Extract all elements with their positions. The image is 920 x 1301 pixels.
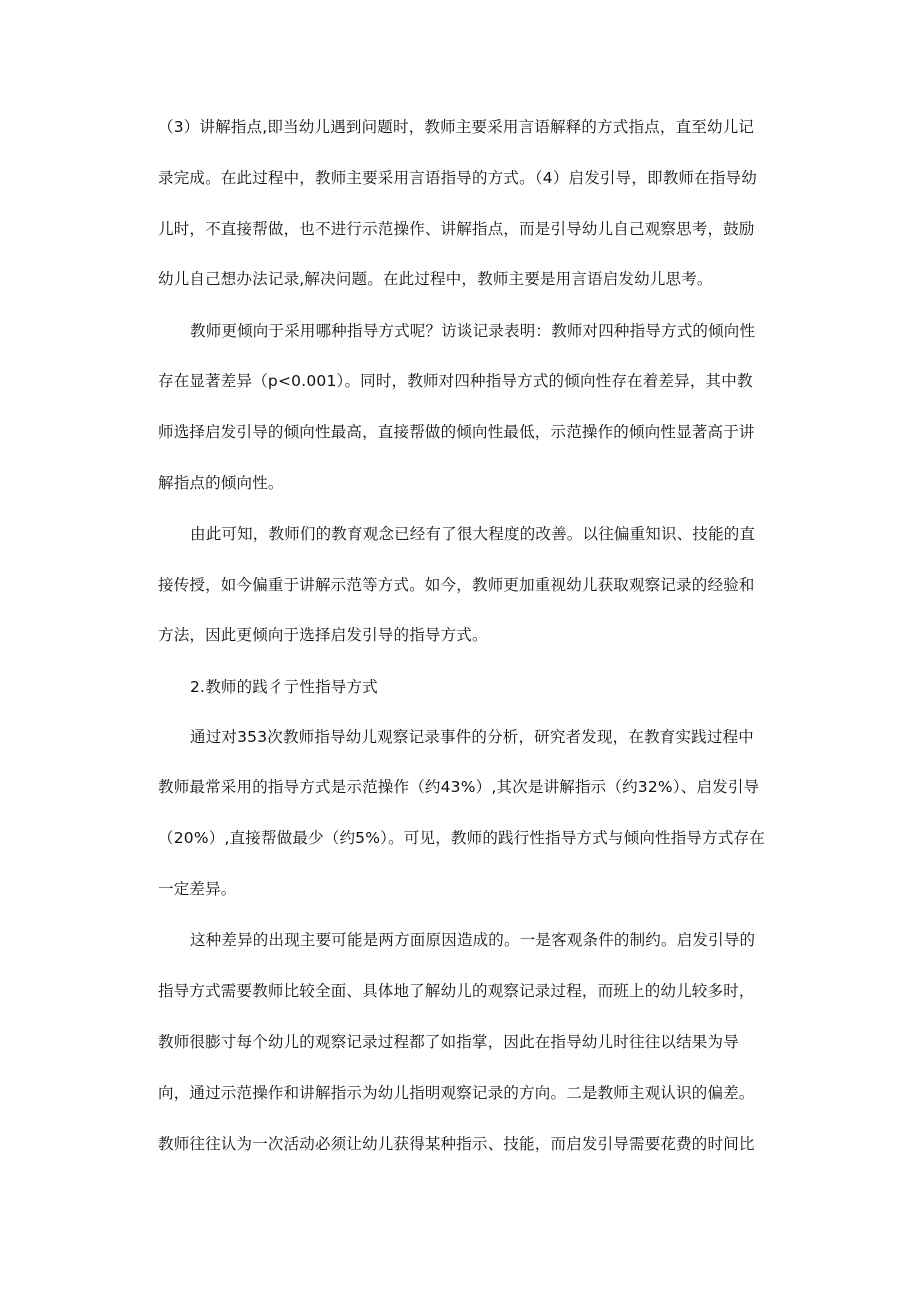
text-line: 教师很膨寸每个幼儿的观察记录过程都了如指掌，因此在指导幼儿时往往以结果为导 <box>158 1033 739 1051</box>
text-line: 教师最常采用的指导方式是示范操作（约43%）,其次是讲解指示（约32%）、启发引导 <box>158 778 760 796</box>
text-line: （20%）,直接帮做最少（约5%）。可见，教师的践行性指导方式与倾向性指导方式存在 <box>158 829 765 847</box>
text-line: 教师往往认为一次活动必须让幼儿获得某种指示、技能，而启发引导需要花费的时间比 <box>158 1135 755 1153</box>
text-line: 存在显著差异（p<0.001）。同时，教师对四种指导方式的倾向性存在着差异，其中教 <box>158 372 753 390</box>
text-line: 向，通过示范操作和讲解指示为幼儿指明观察记录的方向。二是教师主观认识的偏差。 <box>158 1084 755 1102</box>
text-line: 方法，因此更倾向于选择启发引导的指导方式。 <box>158 626 488 644</box>
text-line: 教师更倾向于采用哪种指导方式呢？访谈记录表明：教师对四种指导方式的倾向性 <box>190 322 756 340</box>
text-line: 儿时，不直接帮做，也不进行示范操作、讲解指点，而是引导幼儿自己观察思考，鼓励 <box>158 220 755 238</box>
text-line: 师选择启发引导的倾向性最高，直接帮做的倾向性最低，示范操作的倾向性显著高于讲 <box>158 423 755 441</box>
text-line: 一定差异。 <box>158 880 237 898</box>
section-heading: 2.教师的践彳亍性指导方式 <box>190 678 378 696</box>
text-line: 解指点的倾向性。 <box>158 474 284 492</box>
text-line: （3）讲解指点,即当幼儿遇到问题时，教师主要采用言语解释的方式指点，直至幼儿记 <box>158 118 755 136</box>
text-line: 通过对353次教师指导幼儿观察记录事件的分析，研究者发现，在教育实践过程中 <box>190 728 754 746</box>
text-line: 这种差异的出现主要可能是两方面原因造成的。一是客观条件的制约。启发引导的 <box>190 931 756 949</box>
text-line: 由此可知，教师们的教育观念已经有了很大程度的改善。以往偏重知识、技能的直 <box>190 525 756 543</box>
text-line: 指导方式需要教师比较全面、具体地了解幼儿的观察记录过程，而班上的幼儿较多时， <box>158 982 755 1000</box>
text-line: 幼儿自己想办法记录,解决问题。在此过程中，教师主要是用言语启发幼儿思考。 <box>158 270 713 288</box>
text-line: 接传授，如今偏重于讲解示范等方式。如今，教师更加重视幼儿获取观察记录的经验和 <box>158 576 755 594</box>
text-line: 录完成。在此过程中，教师主要采用言语指导的方式。（4）启发引导，即教师在指导幼 <box>158 169 757 187</box>
